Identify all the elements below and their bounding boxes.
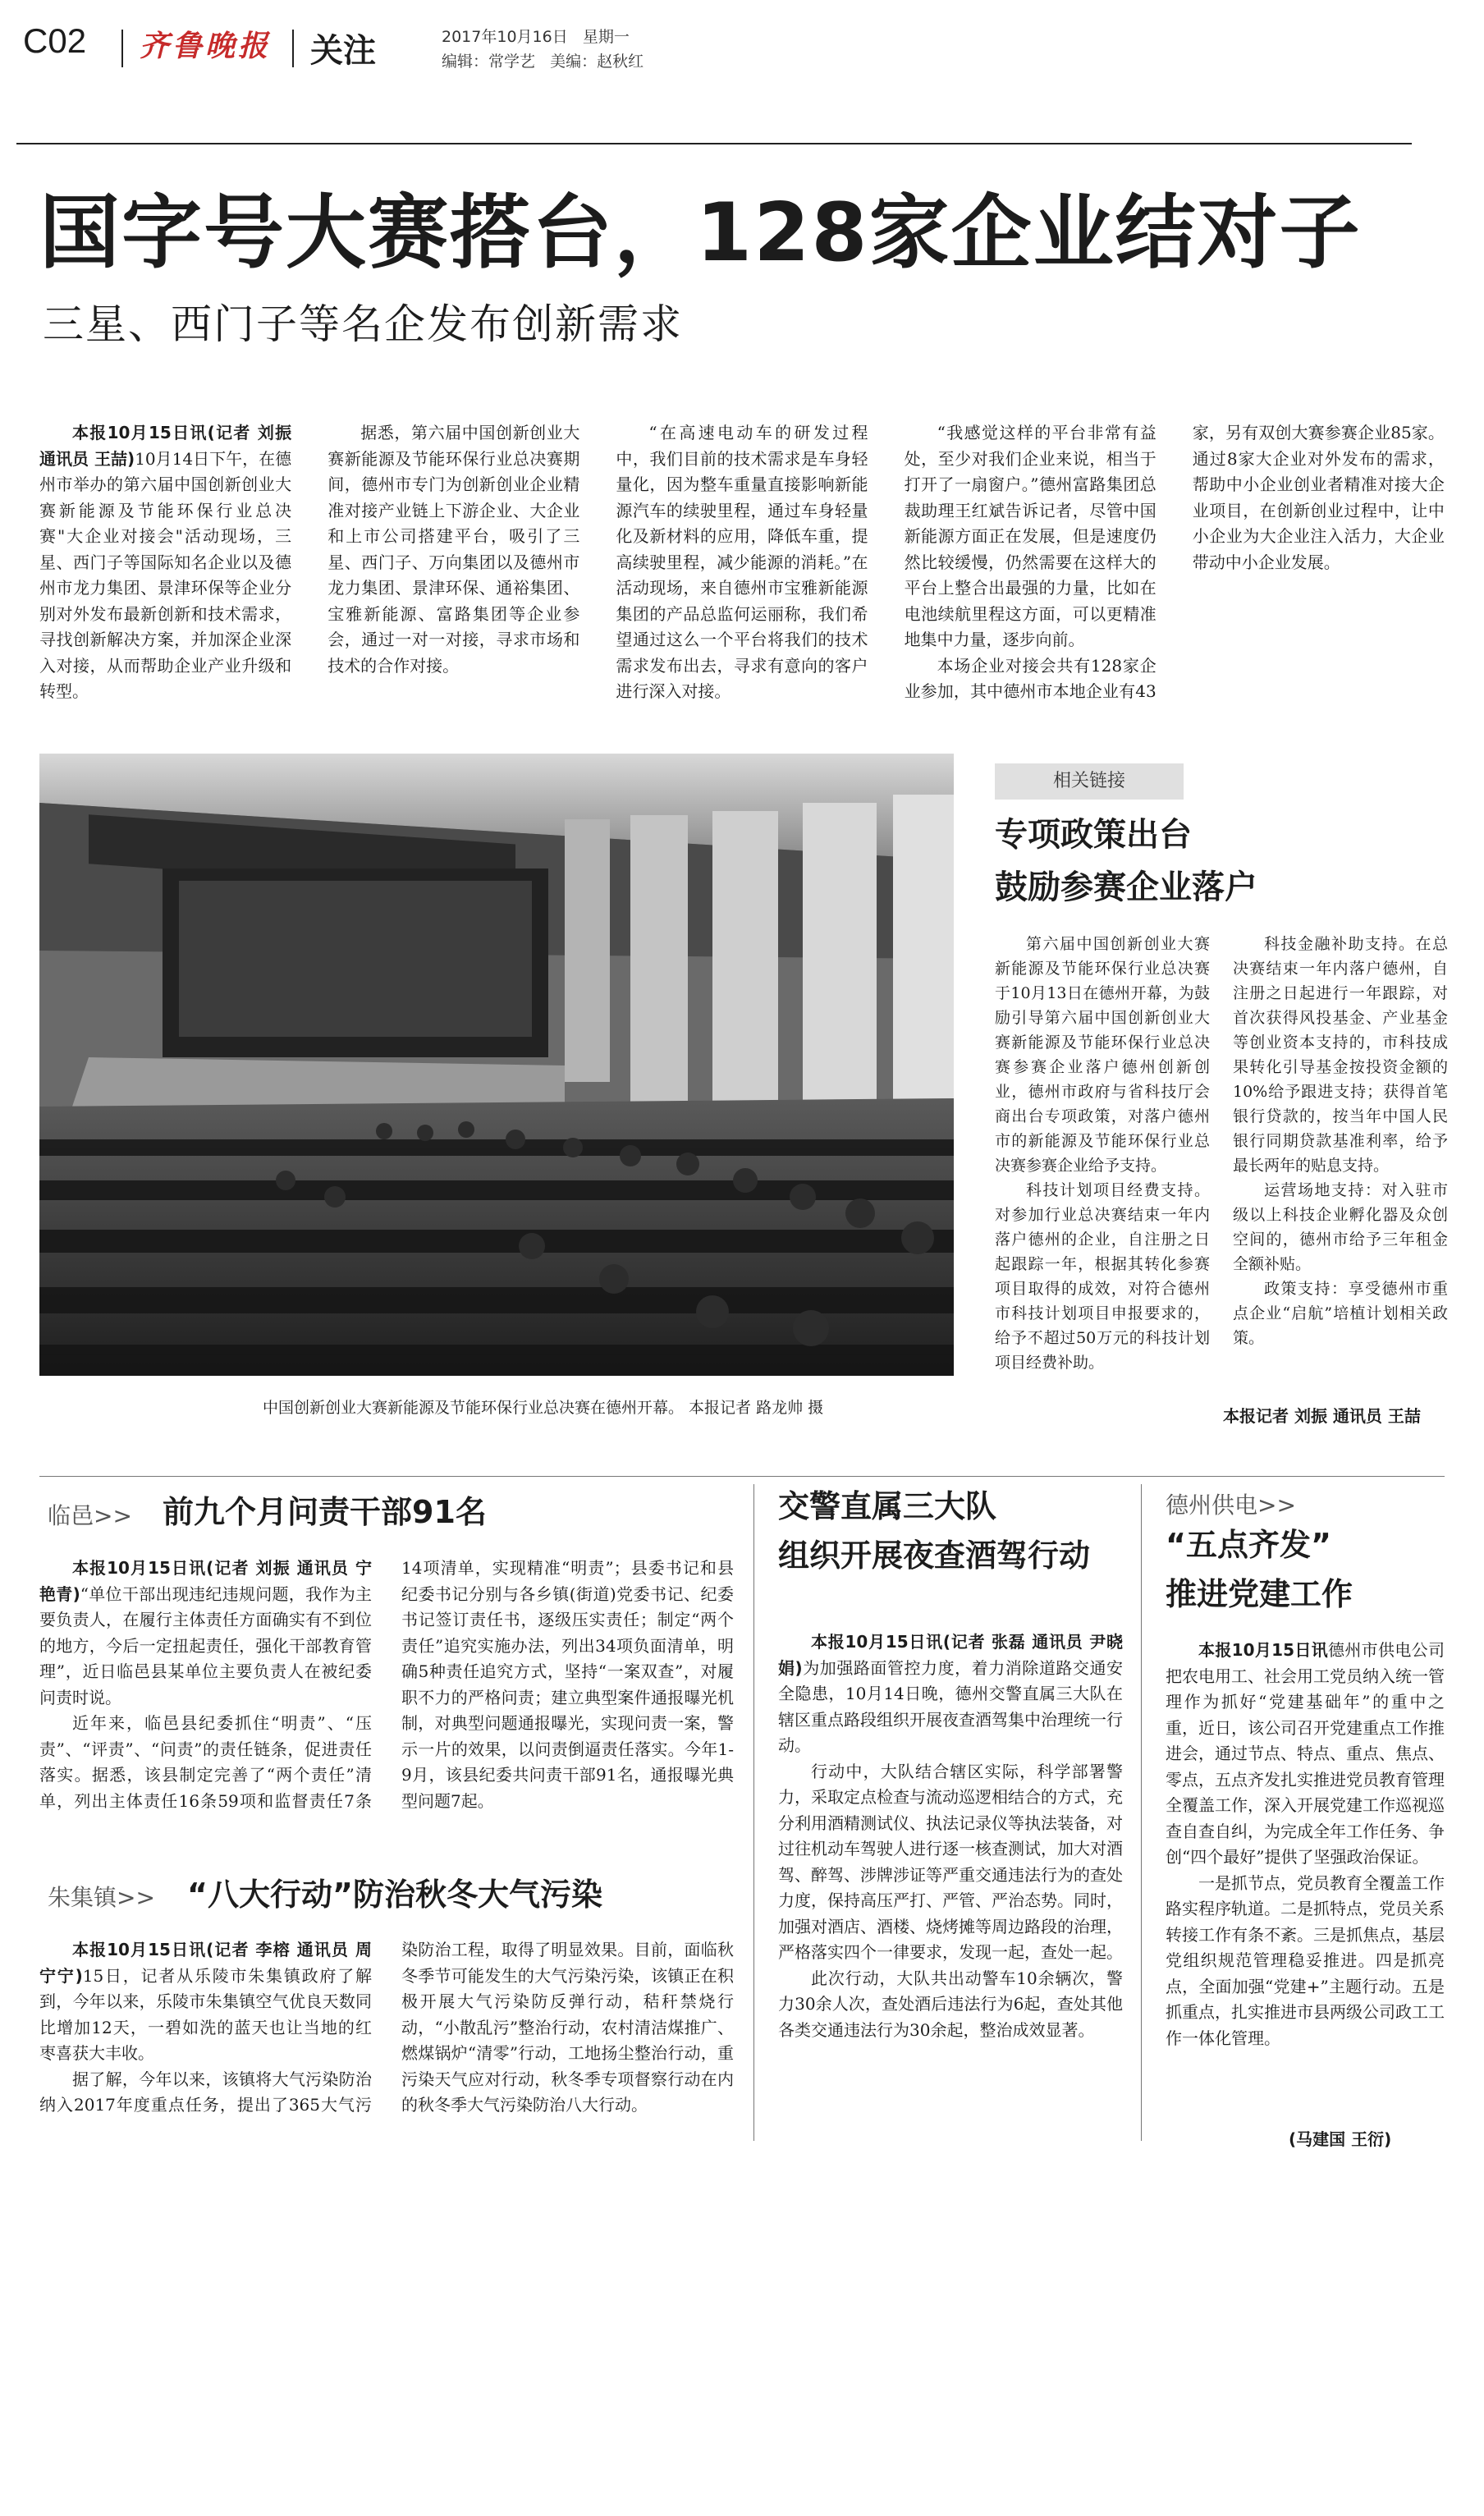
photo-caption: 中国创新创业大赛新能源及节能环保行业总决赛在德州开幕。 本报记者 路龙帅 摄: [263, 1399, 824, 1417]
power-signature: (马建国 王衍): [1289, 2129, 1392, 2149]
related-paragraph: 科技金融补助支持。在总决赛结束一年内落户德州，自注册之日起进行一年跟踪，对首次获得风投基金、产业基金等创业资本支持的，市科技成果转化引导基金按投资金额的10%给予跟进支持；获得首笔银行贷款的，按当年中国人民银行同期贷款基准利率，给予最长两年的贴息支持。: [1233, 935, 1448, 1175]
related-paragraph: 政策支持：享受德州市重点企业“启航”培植计划相关政策。: [1233, 1280, 1448, 1347]
linyi-paragraph: “单位干部出现违纪违规问题，我作为主要负责人，在履行主体责任方面确实有不到位的地方，今后一定扭起责任，强化干部教育管理”，近日临邑县某单位主要负责人在被纪委问责时说。: [39, 1583, 372, 1707]
zhuji-paragraph: 据了解，今年以来，该镇将大气污染防治纳入2017年度重点任务，提出了365大气污染防治工程，取得了明显效果。目前，面临秋冬季节可能发生的大气污染污染，该镇正在积极开展大气污染防反弹行动，秸秆禁烧行动，“小散乱污”整治行动，农村清洁煤推广、燃煤锅炉“清零”行动，工地扬尘整治行动，重污染天气应对行动，秋冬季专项督察行动在内的秋冬季大气污染防治八大行动。: [39, 1940, 734, 2115]
weekday: 星期一: [582, 28, 630, 46]
linyi-byline: 本报10月15日讯(记者 刘振 通讯员 宁艳青): [39, 1558, 372, 1604]
main-headline: 国字号大赛搭台，128家企业结对子: [39, 186, 1362, 280]
newspaper-logo: 齐鲁晚报: [140, 29, 272, 63]
traffic-title: [778, 1482, 1123, 1580]
zhuji-byline: 本报10月15日讯(记者 李榕 通讯员 周宁宁): [39, 1940, 372, 1986]
zhuji-label: 朱集镇>>: [48, 1884, 155, 1911]
column-divider: [753, 1484, 754, 2141]
article-paragraph: 据悉，第六届中国创新创业大赛新能源及节能环保行业总决赛期间，德州市专门为创新创业企业精准对接产业链上下游企业、大企业和上市公司搭建平台，吸引了三星、西门子、万向集团以及德州市龙力集团、景津环保、通裕集团、宝雅新能源、富路集团等企业参会，通过一对一对接，寻求市场和技术的合作对接。: [327, 423, 580, 676]
traffic-paragraph: 此次行动，大队共出动警车10余辆次，警力30余人次，查处酒后违法行为6起，查处其他各类交通违法行为30余起，整治成效显著。: [778, 1968, 1123, 2040]
traffic-paragraph: 行动中，大队结合辖区实际，科学部署警力，采取定点检查与流动巡逻相结合的方式，充分利用酒精测试仪、执法记录仪等执法装备，对过往机动车驾驶人进行逐一核查测试，加大对酒驾、醉驾、涉牌涉证等严重交通违法行为的查处力度，保持高压严打、严管、严治态势。同时，加强对酒店、酒楼、烧烤摊等周边路段的治理，严格落实四个一律要求，发现一起，查处一起。: [778, 1761, 1123, 1962]
masthead-divider: [292, 30, 294, 67]
linyi-body: [39, 1556, 734, 1826]
article-paragraph: 10月14日下午，在德州市举办的第六届中国创新创业大赛新能源及节能环保行业总决赛"大企业对接会"活动现场，三星、西门子等国际知名企业以及德州市龙力集团、景津环保等企业分别对外发布最新创新和技术需求，寻找创新解决方案，并加深企业深入对接，从而帮助企业产业升级和转型。: [39, 448, 292, 701]
traffic-title-line: 交警直属三大队: [778, 1488, 997, 1524]
power-title: [1166, 1520, 1445, 1619]
related-body: [995, 932, 1448, 1375]
linyi-label: 临邑>>: [48, 1502, 132, 1529]
related-tag: 相关链接: [995, 763, 1184, 800]
traffic-title-line: 组织开展夜查酒驾行动: [778, 1538, 1091, 1574]
main-byline: 本报10月15日讯(记者 刘振 通讯员 王喆): [39, 423, 292, 469]
masthead-rule: [16, 143, 1412, 144]
traffic-byline: 本报10月15日讯(记者 张磊 通讯员 尹晓娟): [778, 1632, 1123, 1678]
zhuji-title: “八大行动”防治秋冬大气污染: [187, 1877, 602, 1913]
article-paragraph: “我感觉这样的平台非常有益处，至少对我们企业来说，相当于打开了一扇窗户。”德州富路集团总裁助理王红斌告诉记者，尽管中国新能源方面正在发展，但是速度仍然比较缓慢，仍然需要在这样大的平台上整合出最强的力量，比如在电池续航里程这方面，可以更精准地集中力量，逐步向前。: [904, 423, 1157, 649]
related-paragraph: 第六届中国创新创业大赛新能源及节能环保行业总决赛于10月13日在德州开幕，为鼓励引导第六届中国创新创业大赛新能源及节能环保行业总决赛参赛企业落户德州创新创业，德州市政府与省科技厅会商出台专项政策，对落户德州市的新能源及节能环保行业总决赛参赛企业给予支持。: [995, 935, 1210, 1175]
linyi-title: 前九个月问责干部91名: [163, 1494, 487, 1530]
main-subheadline: 三星、西门子等名企发布创新需求: [43, 300, 683, 348]
power-label: 德州供电>>: [1166, 1492, 1296, 1519]
main-article-body: [39, 420, 1445, 724]
power-byline: 本报10月15日讯: [1198, 1640, 1328, 1660]
related-paragraph: 科技计划项目经费支持。对参加行业总决赛结束一年内落户德州的企业，自注册之日起跟踪一年，根据其转化参赛项目取得的成效，对符合德州市科技计划项目申报要求的，给予不超过50万元的科技计划项目经费补助。: [995, 1181, 1210, 1372]
related-paragraph: 运营场地支持：对入驻市级以上科技企业孵化器及众创空间的，德州市给予三年租金全额补贴。: [1233, 1181, 1448, 1273]
article-paragraph: “在高速电动车的研发过程中，我们目前的技术需求是车身轻量化，因为整车重量直接影响新能源汽车的续驶里程，通过车身轻量化及新材料的应用，降低车重，提高续驶里程，减少能源的消耗。”在活动现场，来自德州市宝雅新能源集团的产品总监何运丽称，我们希望通过这么一个平台将我们的技术需求发布出去，寻求有意向的客户进行深入对接。: [616, 423, 868, 701]
masthead-meta: [442, 25, 644, 74]
traffic-paragraph: 为加强路面管控力度，着力消除道路交通安全隐患，10月14日晚，德州交警直属三大队在辖区重点路段组织开展夜查酒驾集中治理统一行动。: [778, 1657, 1124, 1755]
related-signature: 本报记者 刘振 通讯员 王喆: [1223, 1406, 1421, 1426]
designer: 美编：赵秋红: [550, 53, 644, 71]
power-paragraph: 德州市供电公司把农电用工、社会用工党员纳入统一管理作为抓好“党建基础年”的重中之重，近日，该公司召开党建重点工作推进会，通过节点、特点、重点、焦点、零点，五点齐发扎实推进党员教育管理全覆盖工作，深入开展党建工作巡视巡查自查自纠，为完成全年工作任务、争创“四个最好”提供了坚强政治保证。: [1166, 1640, 1445, 1867]
linyi-paragraph: 近年来，临邑县纪委抓住“明责”、“压责”、“评责”、“问责”的责任链条，促进责任落实。据悉，该县制定完善了“两个责任”清单，列出主体责任16条59项和监督责任7条14项清单，实现精准“明责”；县委书记和县纪委书记分别与各乡镇(街道)党委书记、纪委书记签订责任书，逐级压实责任；制定“两个责任”追究实施办法，列出34项负面清单，明确5种责任追究方式，坚持“一案双查”，对履职不力的严格问责；建立典型案件通报曝光机制，对典型问题通报曝光，实现问责一案，警示一片的效果，以问责倒逼责任落实。今年1-9月，该县纪委共问责干部91名，通报曝光典型问题7起。: [39, 1558, 734, 1811]
related-title-line: 鼓励参赛企业落户: [995, 868, 1257, 906]
zhuji-paragraph: 15日，记者从乐陵市朱集镇政府了解到，今年以来，乐陵市朱集镇空气优良天数同比增加12天，一碧如洗的蓝天也让当地的红枣喜获大丰收。: [39, 1965, 372, 2063]
power-body: [1166, 1638, 1445, 2051]
section-name: 关注: [310, 32, 376, 70]
column-divider: [1141, 1484, 1142, 2141]
issue-date: 2017年10月16日: [442, 28, 568, 46]
power-title-line: “五点齐发”: [1166, 1527, 1331, 1563]
power-paragraph: 一是抓节点，党员教育全覆盖工作路实程序轨道。二是抓特点，党员关系转接工作有条不紊。三是抓焦点，基层党组织规范管理稳妥推进。四是抓亮点，全面加强“党建+”主题行动。五是抓重点，扎实推进市县两级公司政工工作一体化管理。: [1166, 1872, 1445, 2048]
page-number: C02: [23, 21, 87, 60]
masthead: [23, 18, 1418, 76]
related-title: [995, 809, 1454, 914]
masthead-divider: [121, 30, 123, 67]
article-paragraph: 本场企业对接会共有128家企业参加，其中德州市本地企业有43家，另有双创大赛参赛企业85家。通过8家大企业对外发布的需求，帮助中小企业创业者精准对接大企业项目，在创新创业过程中，让中小企业为大企业注入活力，大企业带动中小企业发展。: [904, 423, 1445, 701]
related-title-line: 专项政策出台: [995, 816, 1192, 854]
traffic-body: [778, 1629, 1123, 2043]
editor: 编辑：常学艺: [442, 53, 536, 71]
event-photo: [39, 754, 954, 1376]
section-divider: [39, 1476, 1445, 1477]
zhuji-body: [39, 1937, 734, 2134]
power-title-line: 推进党建工作: [1166, 1576, 1353, 1612]
